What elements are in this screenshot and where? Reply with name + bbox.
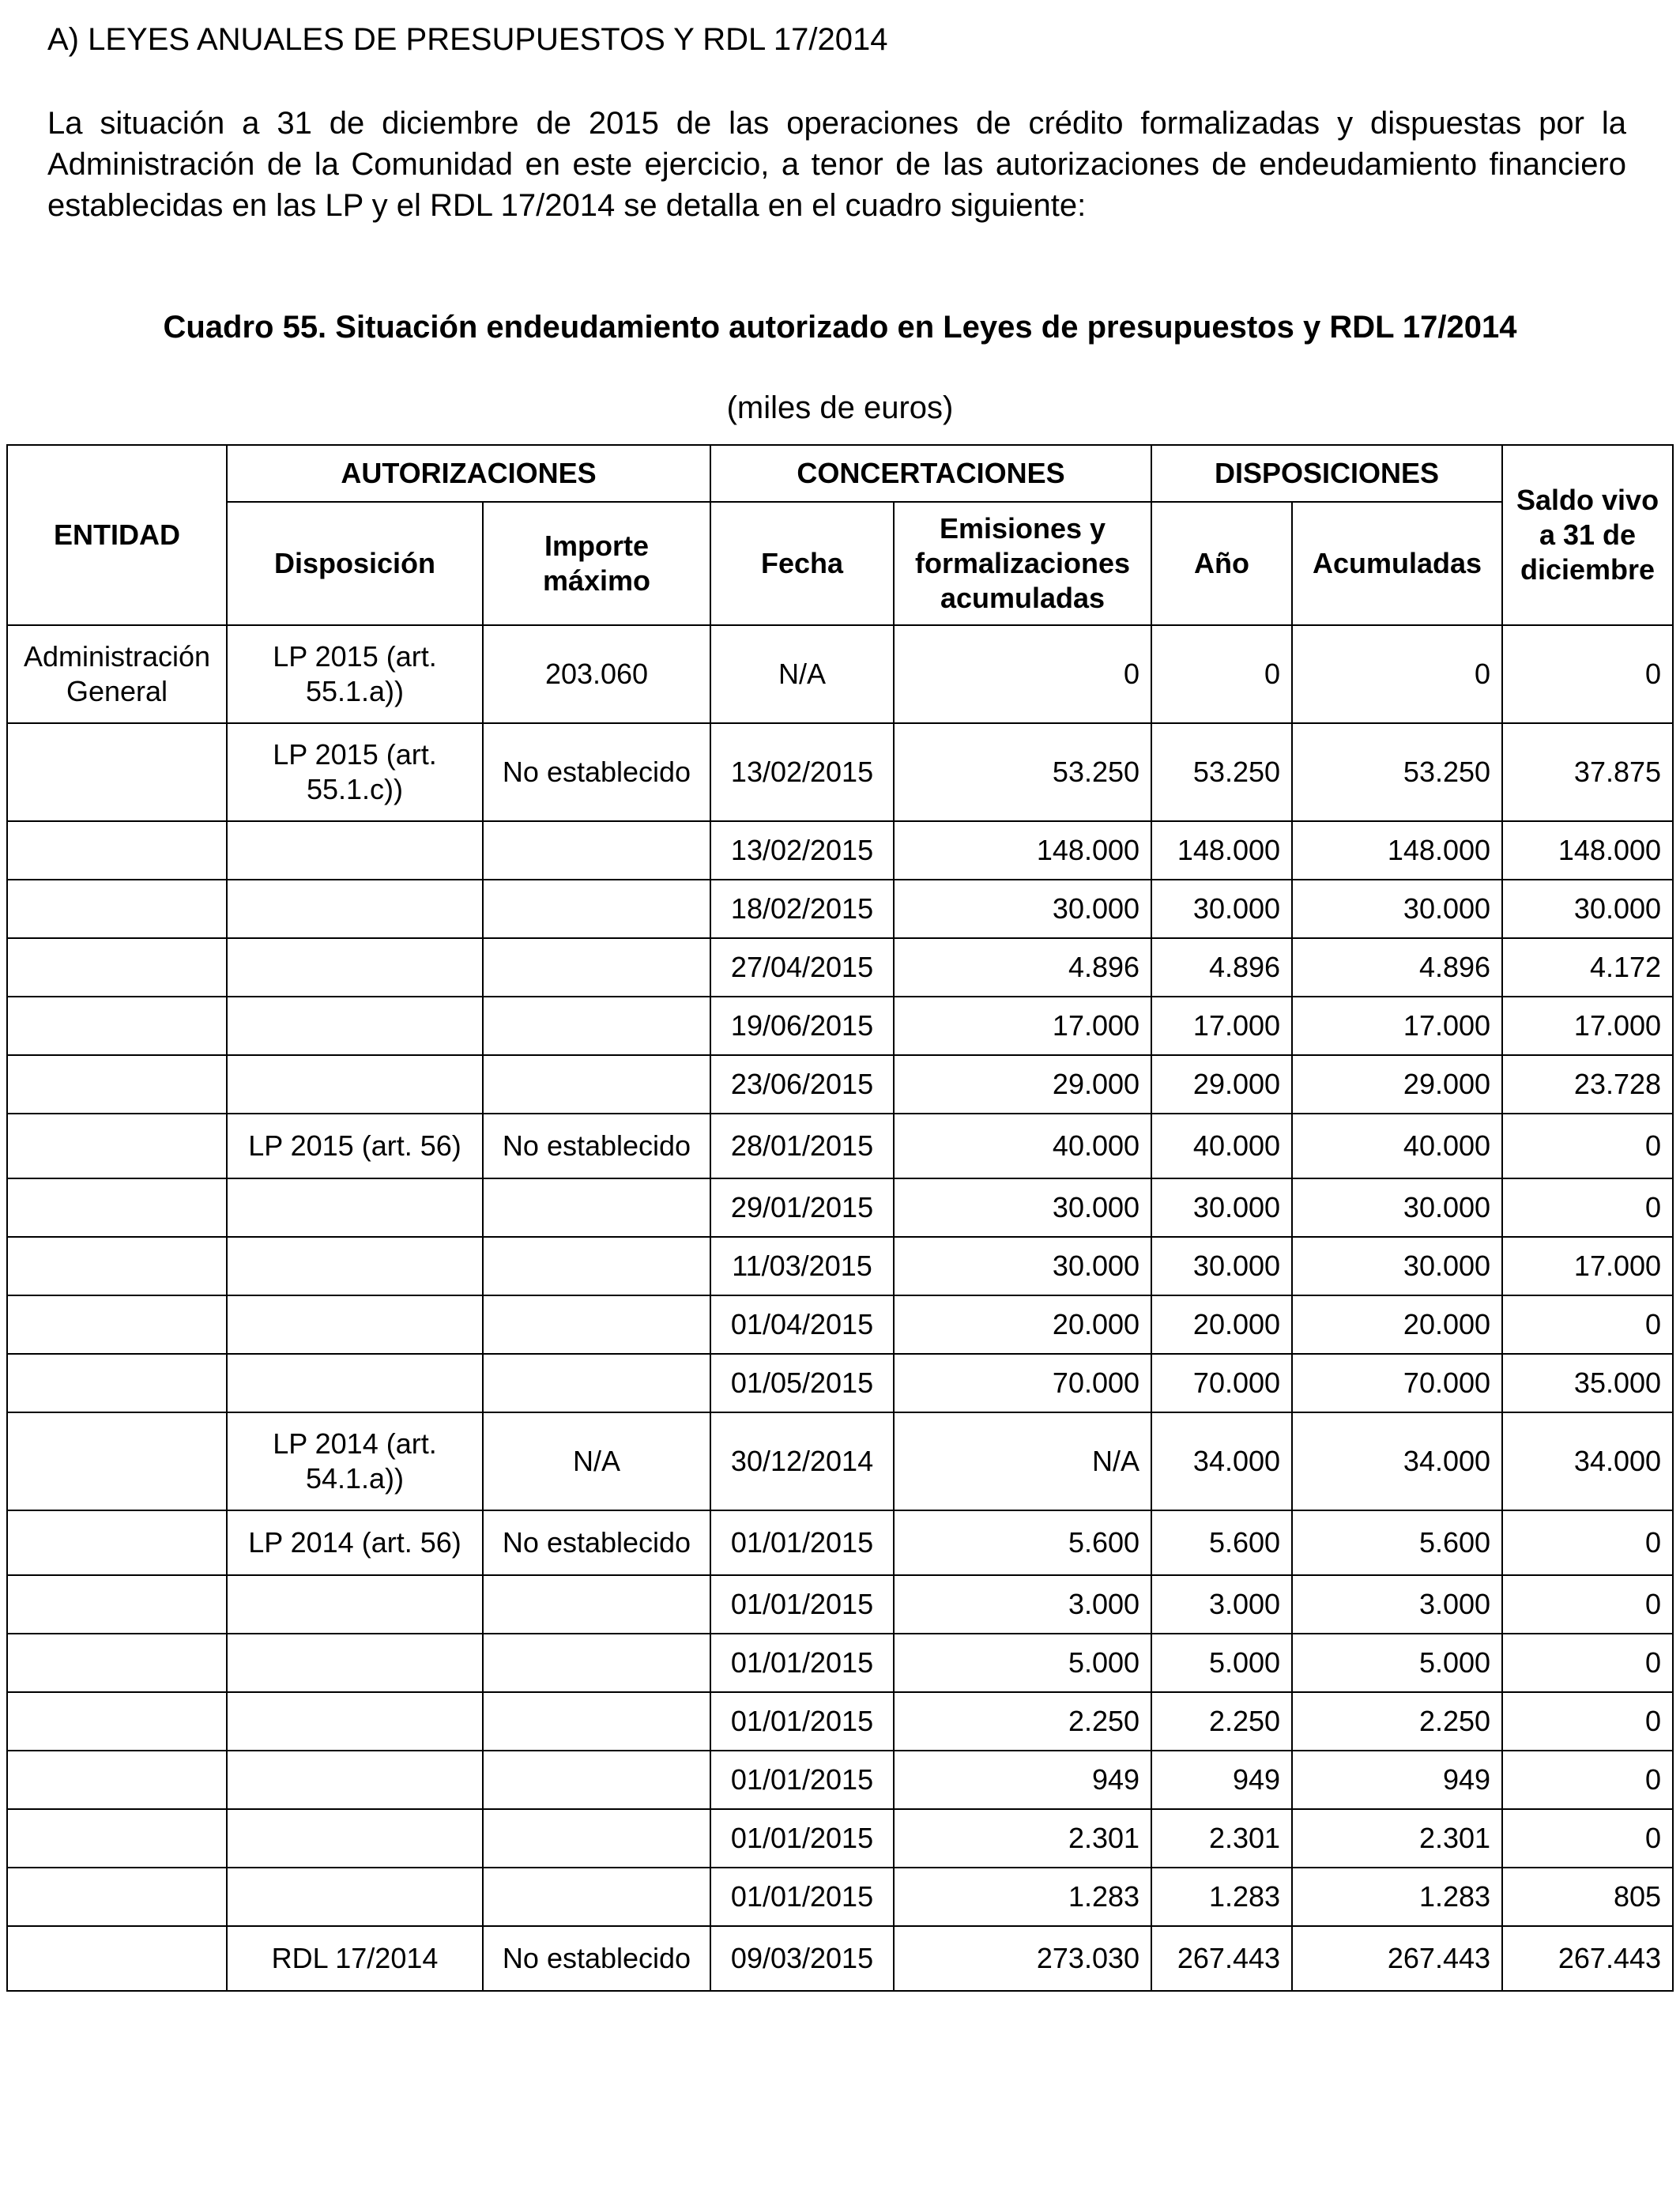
cell-saldo: 0 <box>1502 1295 1673 1354</box>
table-row <box>7 1354 1673 1412</box>
cell-entidad <box>7 1178 227 1237</box>
cell-entidad <box>7 1237 227 1295</box>
cell-importe <box>483 997 710 1055</box>
header-saldo: Saldo vivo a 31 de diciembre <box>1502 445 1673 625</box>
cell-anio: 3.000 <box>1151 1575 1292 1634</box>
cell-saldo: 0 <box>1502 1114 1673 1178</box>
table-row <box>7 1926 1673 1991</box>
cell-fecha: 19/06/2015 <box>710 997 894 1055</box>
cell-entidad <box>7 1510 227 1575</box>
cell-acumuladas: 3.000 <box>1292 1575 1502 1634</box>
cell-fecha: N/A <box>710 625 894 723</box>
cell-anio: 4.896 <box>1151 938 1292 997</box>
table-row <box>7 1055 1673 1114</box>
cell-emisiones: 273.030 <box>894 1926 1151 1991</box>
cell-disposicion: LP 2015 (art. 55.1.a)) <box>227 625 483 723</box>
table-row <box>7 1868 1673 1926</box>
cell-emisiones: 3.000 <box>894 1575 1151 1634</box>
cell-fecha: 01/01/2015 <box>710 1868 894 1926</box>
cell-emisiones: 30.000 <box>894 1178 1151 1237</box>
cell-importe <box>483 1809 710 1868</box>
cell-acumuladas: 0 <box>1292 625 1502 723</box>
cell-saldo: 34.000 <box>1502 1412 1673 1510</box>
cell-emisiones: 17.000 <box>894 997 1151 1055</box>
table-row <box>7 1575 1673 1634</box>
cell-anio: 30.000 <box>1151 880 1292 938</box>
cell-emisiones: 949 <box>894 1751 1151 1809</box>
cell-fecha: 29/01/2015 <box>710 1178 894 1237</box>
cell-importe <box>483 1868 710 1926</box>
cell-acumuladas: 2.250 <box>1292 1692 1502 1751</box>
cell-anio: 70.000 <box>1151 1354 1292 1412</box>
debt-table <box>6 444 1674 1992</box>
cell-importe <box>483 880 710 938</box>
cell-emisiones: 30.000 <box>894 880 1151 938</box>
cell-emisiones: 0 <box>894 625 1151 723</box>
cell-importe: No establecido <box>483 1114 710 1178</box>
cell-anio: 34.000 <box>1151 1412 1292 1510</box>
cell-fecha: 01/01/2015 <box>710 1510 894 1575</box>
cell-importe: 203.060 <box>483 625 710 723</box>
header-disposicion: Disposición <box>227 502 483 625</box>
cell-anio: 17.000 <box>1151 997 1292 1055</box>
cell-importe <box>483 1237 710 1295</box>
cell-saldo: 805 <box>1502 1868 1673 1926</box>
cell-saldo: 148.000 <box>1502 821 1673 880</box>
cell-fecha: 01/01/2015 <box>710 1751 894 1809</box>
cell-entidad <box>7 880 227 938</box>
cell-entidad <box>7 938 227 997</box>
cell-anio: 0 <box>1151 625 1292 723</box>
cell-acumuladas: 40.000 <box>1292 1114 1502 1178</box>
cell-disposicion <box>227 938 483 997</box>
cell-importe <box>483 1354 710 1412</box>
cell-emisiones: 29.000 <box>894 1055 1151 1114</box>
cell-emisiones: 1.283 <box>894 1868 1151 1926</box>
table-row <box>7 1751 1673 1809</box>
cell-disposicion: LP 2014 (art. 54.1.a)) <box>227 1412 483 1510</box>
cell-entidad <box>7 1926 227 1991</box>
table-row <box>7 1237 1673 1295</box>
cell-saldo: 0 <box>1502 1178 1673 1237</box>
cell-saldo: 267.443 <box>1502 1926 1673 1991</box>
cell-saldo: 0 <box>1502 1809 1673 1868</box>
cell-emisiones: N/A <box>894 1412 1151 1510</box>
cell-anio: 267.443 <box>1151 1926 1292 1991</box>
cell-anio: 29.000 <box>1151 1055 1292 1114</box>
cell-acumuladas: 267.443 <box>1292 1926 1502 1991</box>
cell-emisiones: 2.250 <box>894 1692 1151 1751</box>
cell-importe: No establecido <box>483 1510 710 1575</box>
cell-disposicion: LP 2015 (art. 55.1.c)) <box>227 723 483 821</box>
cell-entidad <box>7 723 227 821</box>
cell-importe: No establecido <box>483 723 710 821</box>
cell-importe <box>483 1692 710 1751</box>
cell-saldo: 23.728 <box>1502 1055 1673 1114</box>
cell-acumuladas: 148.000 <box>1292 821 1502 880</box>
cell-acumuladas: 2.301 <box>1292 1809 1502 1868</box>
cell-acumuladas: 5.000 <box>1292 1634 1502 1692</box>
header-entidad: ENTIDAD <box>7 445 227 625</box>
cell-entidad <box>7 1751 227 1809</box>
table-body <box>7 625 1673 1991</box>
cell-importe: No establecido <box>483 1926 710 1991</box>
header-emisiones: Emisiones y formalizaciones acumuladas <box>894 502 1151 625</box>
cell-saldo: 30.000 <box>1502 880 1673 938</box>
cell-disposicion <box>227 1751 483 1809</box>
cell-saldo: 0 <box>1502 1692 1673 1751</box>
table-row <box>7 625 1673 723</box>
header-autorizaciones: AUTORIZACIONES <box>227 445 710 502</box>
cell-importe <box>483 1055 710 1114</box>
cell-anio: 53.250 <box>1151 723 1292 821</box>
cell-importe <box>483 1634 710 1692</box>
cell-importe: N/A <box>483 1412 710 1510</box>
cell-acumuladas: 949 <box>1292 1751 1502 1809</box>
cell-anio: 1.283 <box>1151 1868 1292 1926</box>
cell-acumuladas: 34.000 <box>1292 1412 1502 1510</box>
cell-entidad <box>7 1575 227 1634</box>
cell-acumuladas: 1.283 <box>1292 1868 1502 1926</box>
cell-acumuladas: 30.000 <box>1292 880 1502 938</box>
cell-acumuladas: 17.000 <box>1292 997 1502 1055</box>
cell-fecha: 18/02/2015 <box>710 880 894 938</box>
cell-acumuladas: 5.600 <box>1292 1510 1502 1575</box>
cell-disposicion <box>227 880 483 938</box>
table-row <box>7 1295 1673 1354</box>
cell-fecha: 13/02/2015 <box>710 821 894 880</box>
cell-saldo: 4.172 <box>1502 938 1673 997</box>
cell-saldo: 17.000 <box>1502 1237 1673 1295</box>
cell-anio: 40.000 <box>1151 1114 1292 1178</box>
cell-importe <box>483 821 710 880</box>
cell-entidad <box>7 1295 227 1354</box>
cell-emisiones: 30.000 <box>894 1237 1151 1295</box>
cell-disposicion <box>227 1868 483 1926</box>
cell-fecha: 01/01/2015 <box>710 1809 894 1868</box>
table-row <box>7 938 1673 997</box>
cell-entidad <box>7 1692 227 1751</box>
table-row <box>7 997 1673 1055</box>
cell-disposicion <box>227 1354 483 1412</box>
table-row <box>7 723 1673 821</box>
cell-acumuladas: 4.896 <box>1292 938 1502 997</box>
cell-emisiones: 5.000 <box>894 1634 1151 1692</box>
table-units: (miles de euros) <box>726 390 954 425</box>
cell-saldo: 0 <box>1502 1634 1673 1692</box>
cell-anio: 949 <box>1151 1751 1292 1809</box>
table-row <box>7 1412 1673 1510</box>
cell-fecha: 01/01/2015 <box>710 1634 894 1692</box>
cell-disposicion <box>227 1178 483 1237</box>
cell-acumuladas: 29.000 <box>1292 1055 1502 1114</box>
cell-acumuladas: 30.000 <box>1292 1237 1502 1295</box>
table-row <box>7 1510 1673 1575</box>
cell-anio: 148.000 <box>1151 821 1292 880</box>
cell-acumuladas: 70.000 <box>1292 1354 1502 1412</box>
header-disposiciones: DISPOSICIONES <box>1151 445 1502 502</box>
cell-entidad <box>7 1634 227 1692</box>
cell-entidad: Administración General <box>7 625 227 723</box>
cell-disposicion <box>227 1809 483 1868</box>
cell-disposicion <box>227 1237 483 1295</box>
cell-disposicion: LP 2014 (art. 56) <box>227 1510 483 1575</box>
section-heading: A) LEYES ANUALES DE PRESUPUESTOS Y RDL 17/2014 <box>47 22 888 57</box>
cell-emisiones: 148.000 <box>894 821 1151 880</box>
cell-anio: 30.000 <box>1151 1178 1292 1237</box>
cell-saldo: 0 <box>1502 1751 1673 1809</box>
cell-disposicion <box>227 1634 483 1692</box>
cell-importe <box>483 1575 710 1634</box>
intro-paragraph: La situación a 31 de diciembre de 2015 de las operaciones de crédito formalizadas y dispuestas por la Administración de la Comunidad en este ejercicio, a tenor de las autorizaciones de endeudamiento financiero establecidas en las LP y el RDL 17/2014 se detalla en el cuadro siguiente: <box>47 106 1626 223</box>
table-row <box>7 1692 1673 1751</box>
cell-disposicion <box>227 821 483 880</box>
cell-emisiones: 5.600 <box>894 1510 1151 1575</box>
table-row <box>7 821 1673 880</box>
cell-fecha: 01/01/2015 <box>710 1575 894 1634</box>
cell-fecha: 09/03/2015 <box>710 1926 894 1991</box>
cell-entidad <box>7 1412 227 1510</box>
cell-acumuladas: 20.000 <box>1292 1295 1502 1354</box>
header-importe: Importe máximo <box>483 502 710 625</box>
header-concertaciones: CONCERTACIONES <box>710 445 1151 502</box>
cell-acumuladas: 53.250 <box>1292 723 1502 821</box>
cell-fecha: 01/05/2015 <box>710 1354 894 1412</box>
cell-disposicion <box>227 1055 483 1114</box>
cell-fecha: 13/02/2015 <box>710 723 894 821</box>
cell-fecha: 27/04/2015 <box>710 938 894 997</box>
cell-emisiones: 53.250 <box>894 723 1151 821</box>
cell-fecha: 23/06/2015 <box>710 1055 894 1114</box>
table-row <box>7 1178 1673 1237</box>
cell-importe <box>483 938 710 997</box>
cell-saldo: 0 <box>1502 1575 1673 1634</box>
cell-disposicion: LP 2015 (art. 56) <box>227 1114 483 1178</box>
cell-entidad <box>7 1354 227 1412</box>
cell-anio: 2.250 <box>1151 1692 1292 1751</box>
cell-anio: 2.301 <box>1151 1809 1292 1868</box>
cell-emisiones: 4.896 <box>894 938 1151 997</box>
table-row <box>7 1114 1673 1178</box>
cell-acumuladas: 30.000 <box>1292 1178 1502 1237</box>
table-row <box>7 1809 1673 1868</box>
cell-anio: 30.000 <box>1151 1237 1292 1295</box>
cell-emisiones: 70.000 <box>894 1354 1151 1412</box>
header-anio: Año <box>1151 502 1292 625</box>
header-acumuladas: Acumuladas <box>1292 502 1502 625</box>
table-row <box>7 1634 1673 1692</box>
cell-fecha: 01/04/2015 <box>710 1295 894 1354</box>
cell-disposicion <box>227 1575 483 1634</box>
header-fecha: Fecha <box>710 502 894 625</box>
cell-saldo: 0 <box>1502 1510 1673 1575</box>
cell-importe <box>483 1295 710 1354</box>
cell-fecha: 30/12/2014 <box>710 1412 894 1510</box>
cell-importe <box>483 1178 710 1237</box>
cell-importe <box>483 1751 710 1809</box>
cell-disposicion <box>227 1692 483 1751</box>
cell-anio: 5.600 <box>1151 1510 1292 1575</box>
cell-fecha: 28/01/2015 <box>710 1114 894 1178</box>
cell-entidad <box>7 821 227 880</box>
cell-entidad <box>7 997 227 1055</box>
cell-entidad <box>7 1868 227 1926</box>
cell-saldo: 0 <box>1502 625 1673 723</box>
cell-emisiones: 40.000 <box>894 1114 1151 1178</box>
cell-disposicion: RDL 17/2014 <box>227 1926 483 1991</box>
cell-entidad <box>7 1114 227 1178</box>
cell-saldo: 17.000 <box>1502 997 1673 1055</box>
cell-anio: 5.000 <box>1151 1634 1292 1692</box>
cell-fecha: 11/03/2015 <box>710 1237 894 1295</box>
cell-anio: 20.000 <box>1151 1295 1292 1354</box>
cell-saldo: 37.875 <box>1502 723 1673 821</box>
cell-disposicion <box>227 1295 483 1354</box>
cell-emisiones: 2.301 <box>894 1809 1151 1868</box>
cell-entidad <box>7 1055 227 1114</box>
cell-saldo: 35.000 <box>1502 1354 1673 1412</box>
cell-emisiones: 20.000 <box>894 1295 1151 1354</box>
cell-fecha: 01/01/2015 <box>710 1692 894 1751</box>
cell-entidad <box>7 1809 227 1868</box>
cell-disposicion <box>227 997 483 1055</box>
table-row <box>7 880 1673 938</box>
table-title: Cuadro 55. Situación endeudamiento autorizado en Leyes de presupuestos y RDL 17/2014 <box>163 310 1517 345</box>
